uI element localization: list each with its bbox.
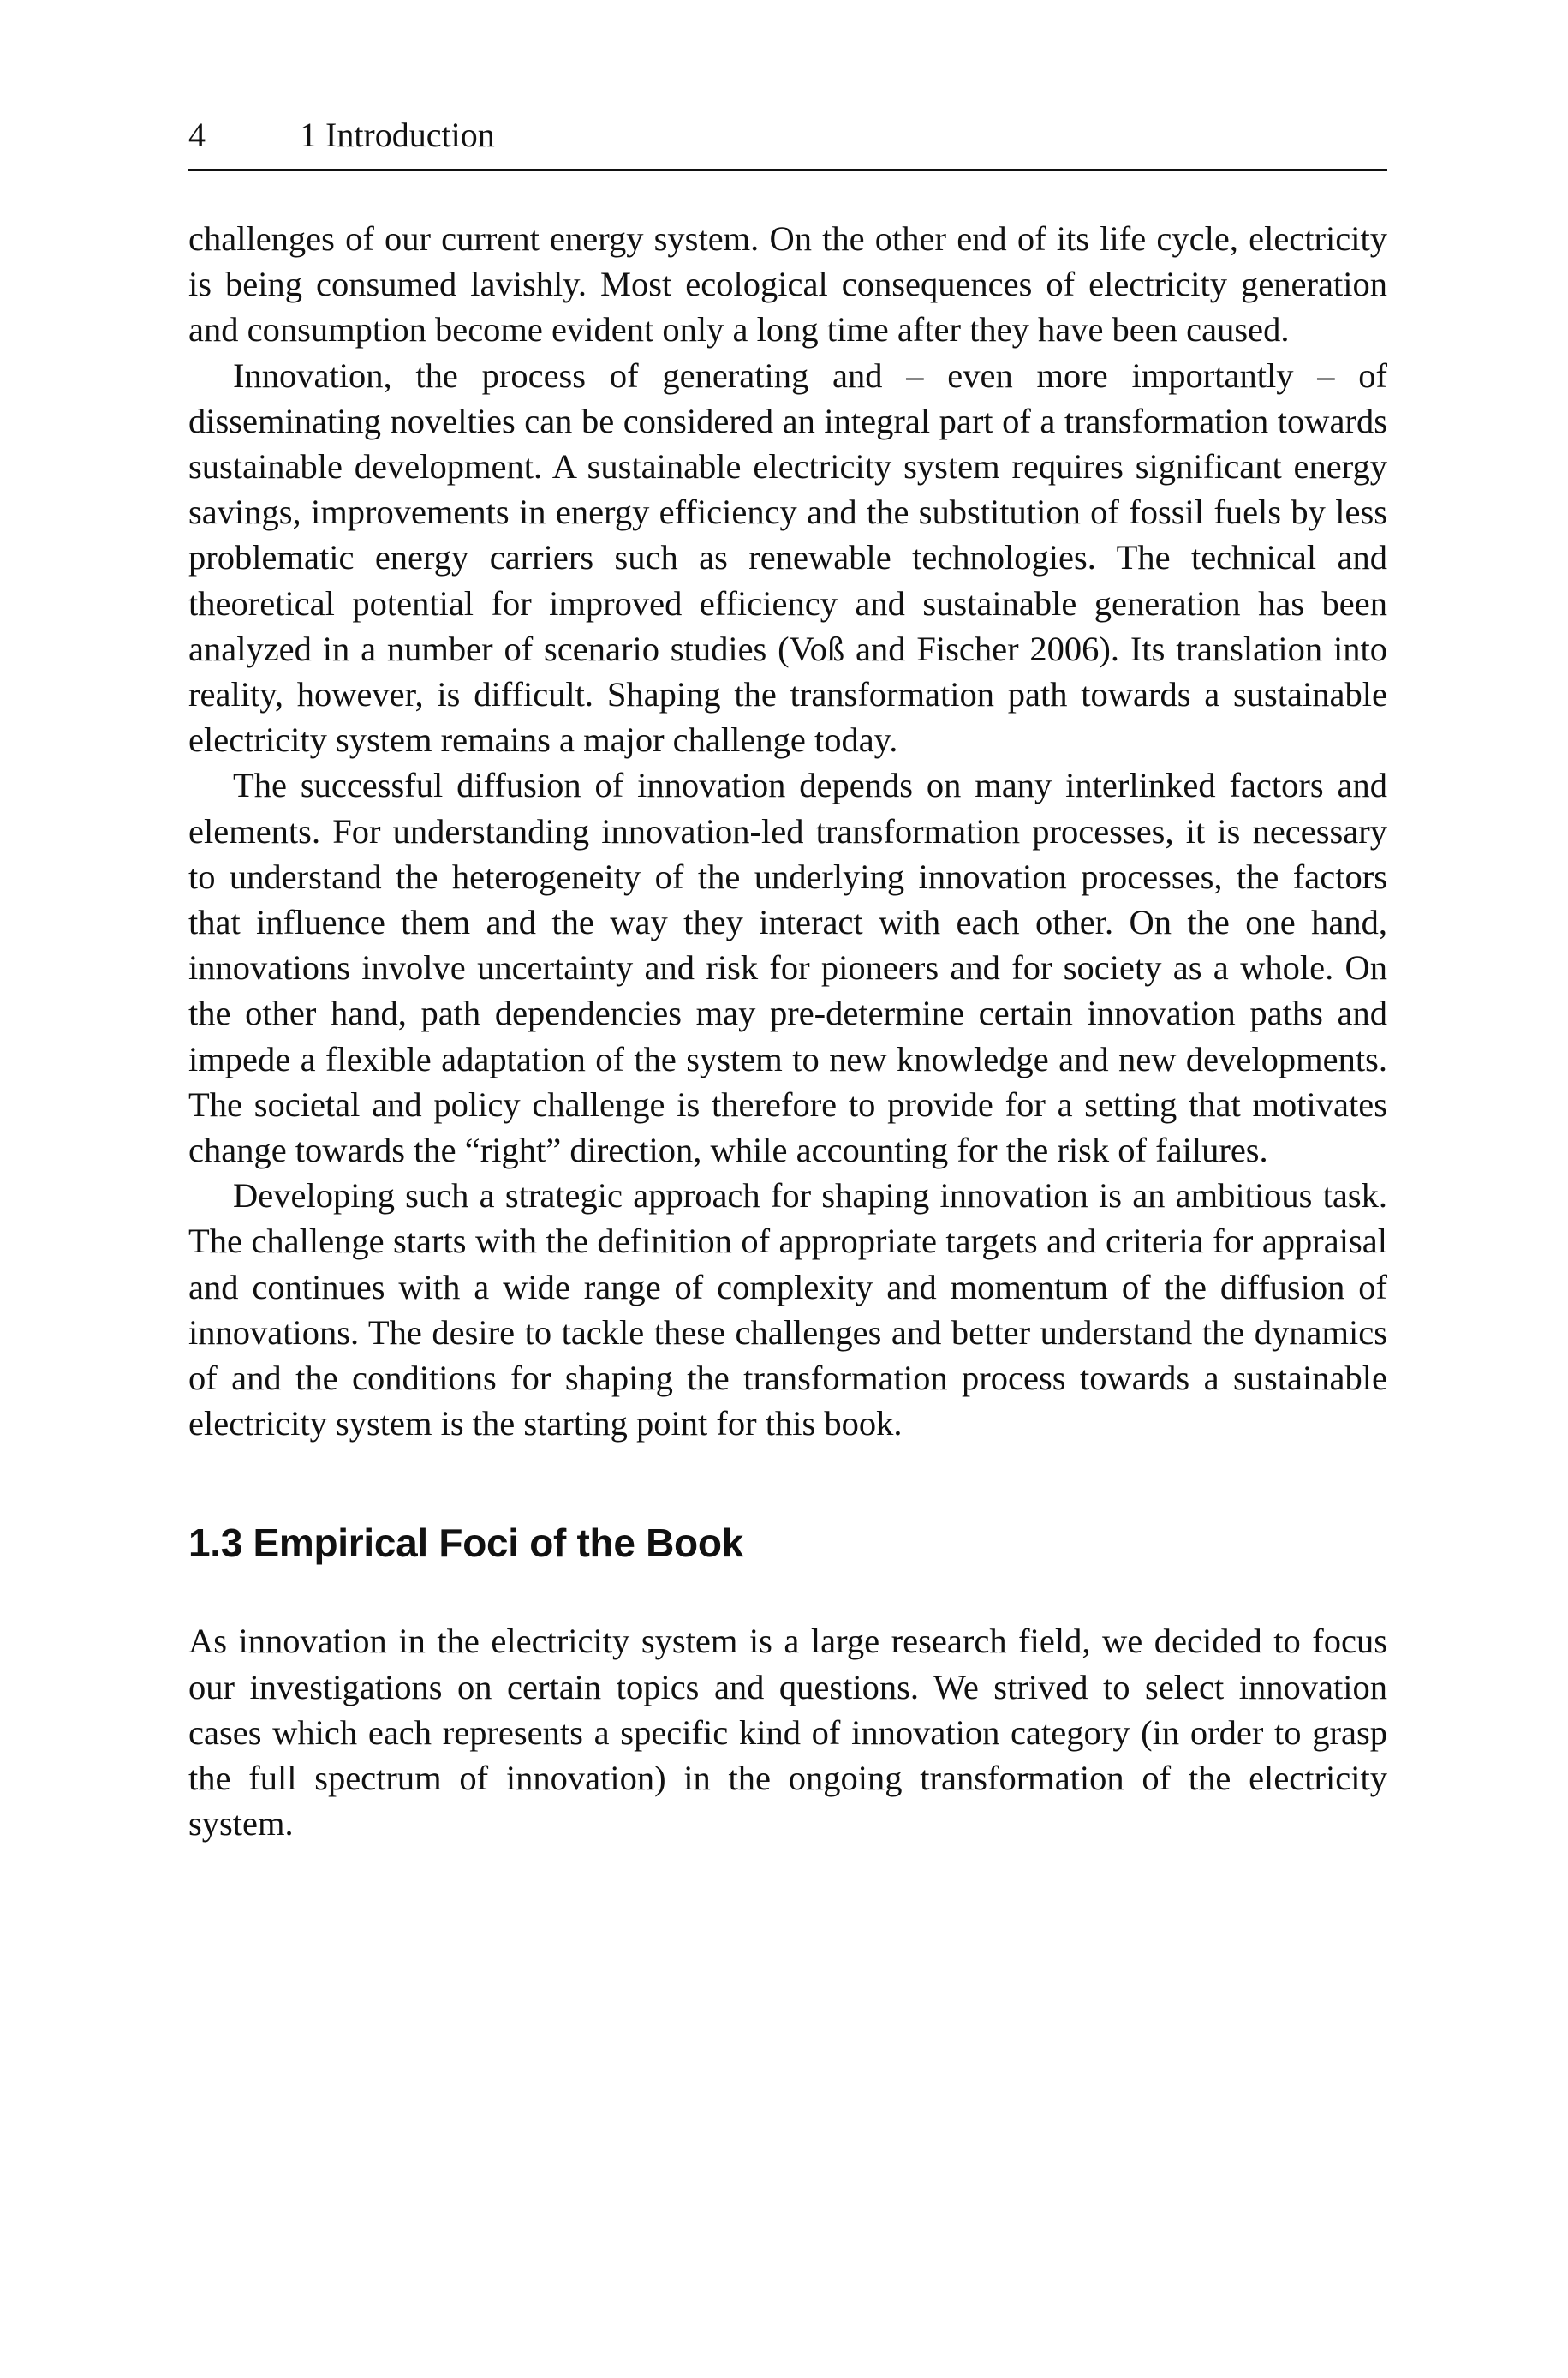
chapter-title: 1 Introduction — [300, 116, 495, 154]
body-text — [188, 216, 1387, 1847]
paragraph-empirical-foci: As innovation in the electricity system is a large research field, we decided to focus our investigations on certain topics and questions. We strived to select innovation cases which each represents a specific kind of innovation category (in order to grasp the full spectrum of innovation) in the ongoing transformation of the electricity system. — [188, 1622, 1387, 1843]
header-rule — [188, 169, 1387, 171]
paragraph-strategic-approach: Developing such a strategic approach for shaping innovation is an ambitious task. The challenge starts with the definition of appropriate targets and criteria for appraisal and continues with a wide range of complexity and momentum of the diffusion of innovations. The desire to tackle these challenges and better understand the dynamics of and the conditions for shaping the transformation process towards a sustainable electricity system is the starting point for this book. — [188, 1176, 1387, 1443]
paragraph-innovation-process: Innovation, the process of generating and – even more importantly – of disseminating novelties can be considered an integral part of a transformation towards sustainable development. A sustainable electricity system requires significant energy savings, improvements in energy efficiency and the substitution of fossil fuels by less problematic energy carriers such as renewable technologies. The technical and theoretical potential for improved efficiency and sustainable generation has been analyzed in a number of scenario studies (Voß and Fischer 2006). Its translation into reality, however, is difficult. Shaping the transformation path towards a sustainable electricity system remains a major challenge today. — [188, 356, 1387, 760]
running-header — [188, 110, 1387, 161]
section-heading: 1.3 Empirical Foci of the Book — [188, 1521, 743, 1566]
paragraph-diffusion: The successful diffusion of innovation depends on many interlinked factors and elements. For understanding innovation-led transformation processes, it is necessary to understand the heterogeneity of the underlying innovation processes, the factors that influence them and the way they interact with each other. On the one hand, innovations involve uncertainty and risk for pioneers and for society as a whole. On the other hand, path dependencies may pre-determine certain innovation paths and impede a flexible adaptation of the system to new knowledge and new developments. The societal and policy challenge is therefore to provide for a setting that motivates change towards the “right” direction, while accounting for the risk of failures. — [188, 766, 1387, 1170]
paragraph-continuation: challenges of our current energy system. On the other end of its life cycle, electricity is being consumed lavishly. Most ecological consequences of electricity generation and consumption become evident only a long time after they have been caused. — [188, 219, 1387, 350]
book-page — [188, 0, 1387, 2378]
page-number: 4 — [188, 116, 206, 154]
